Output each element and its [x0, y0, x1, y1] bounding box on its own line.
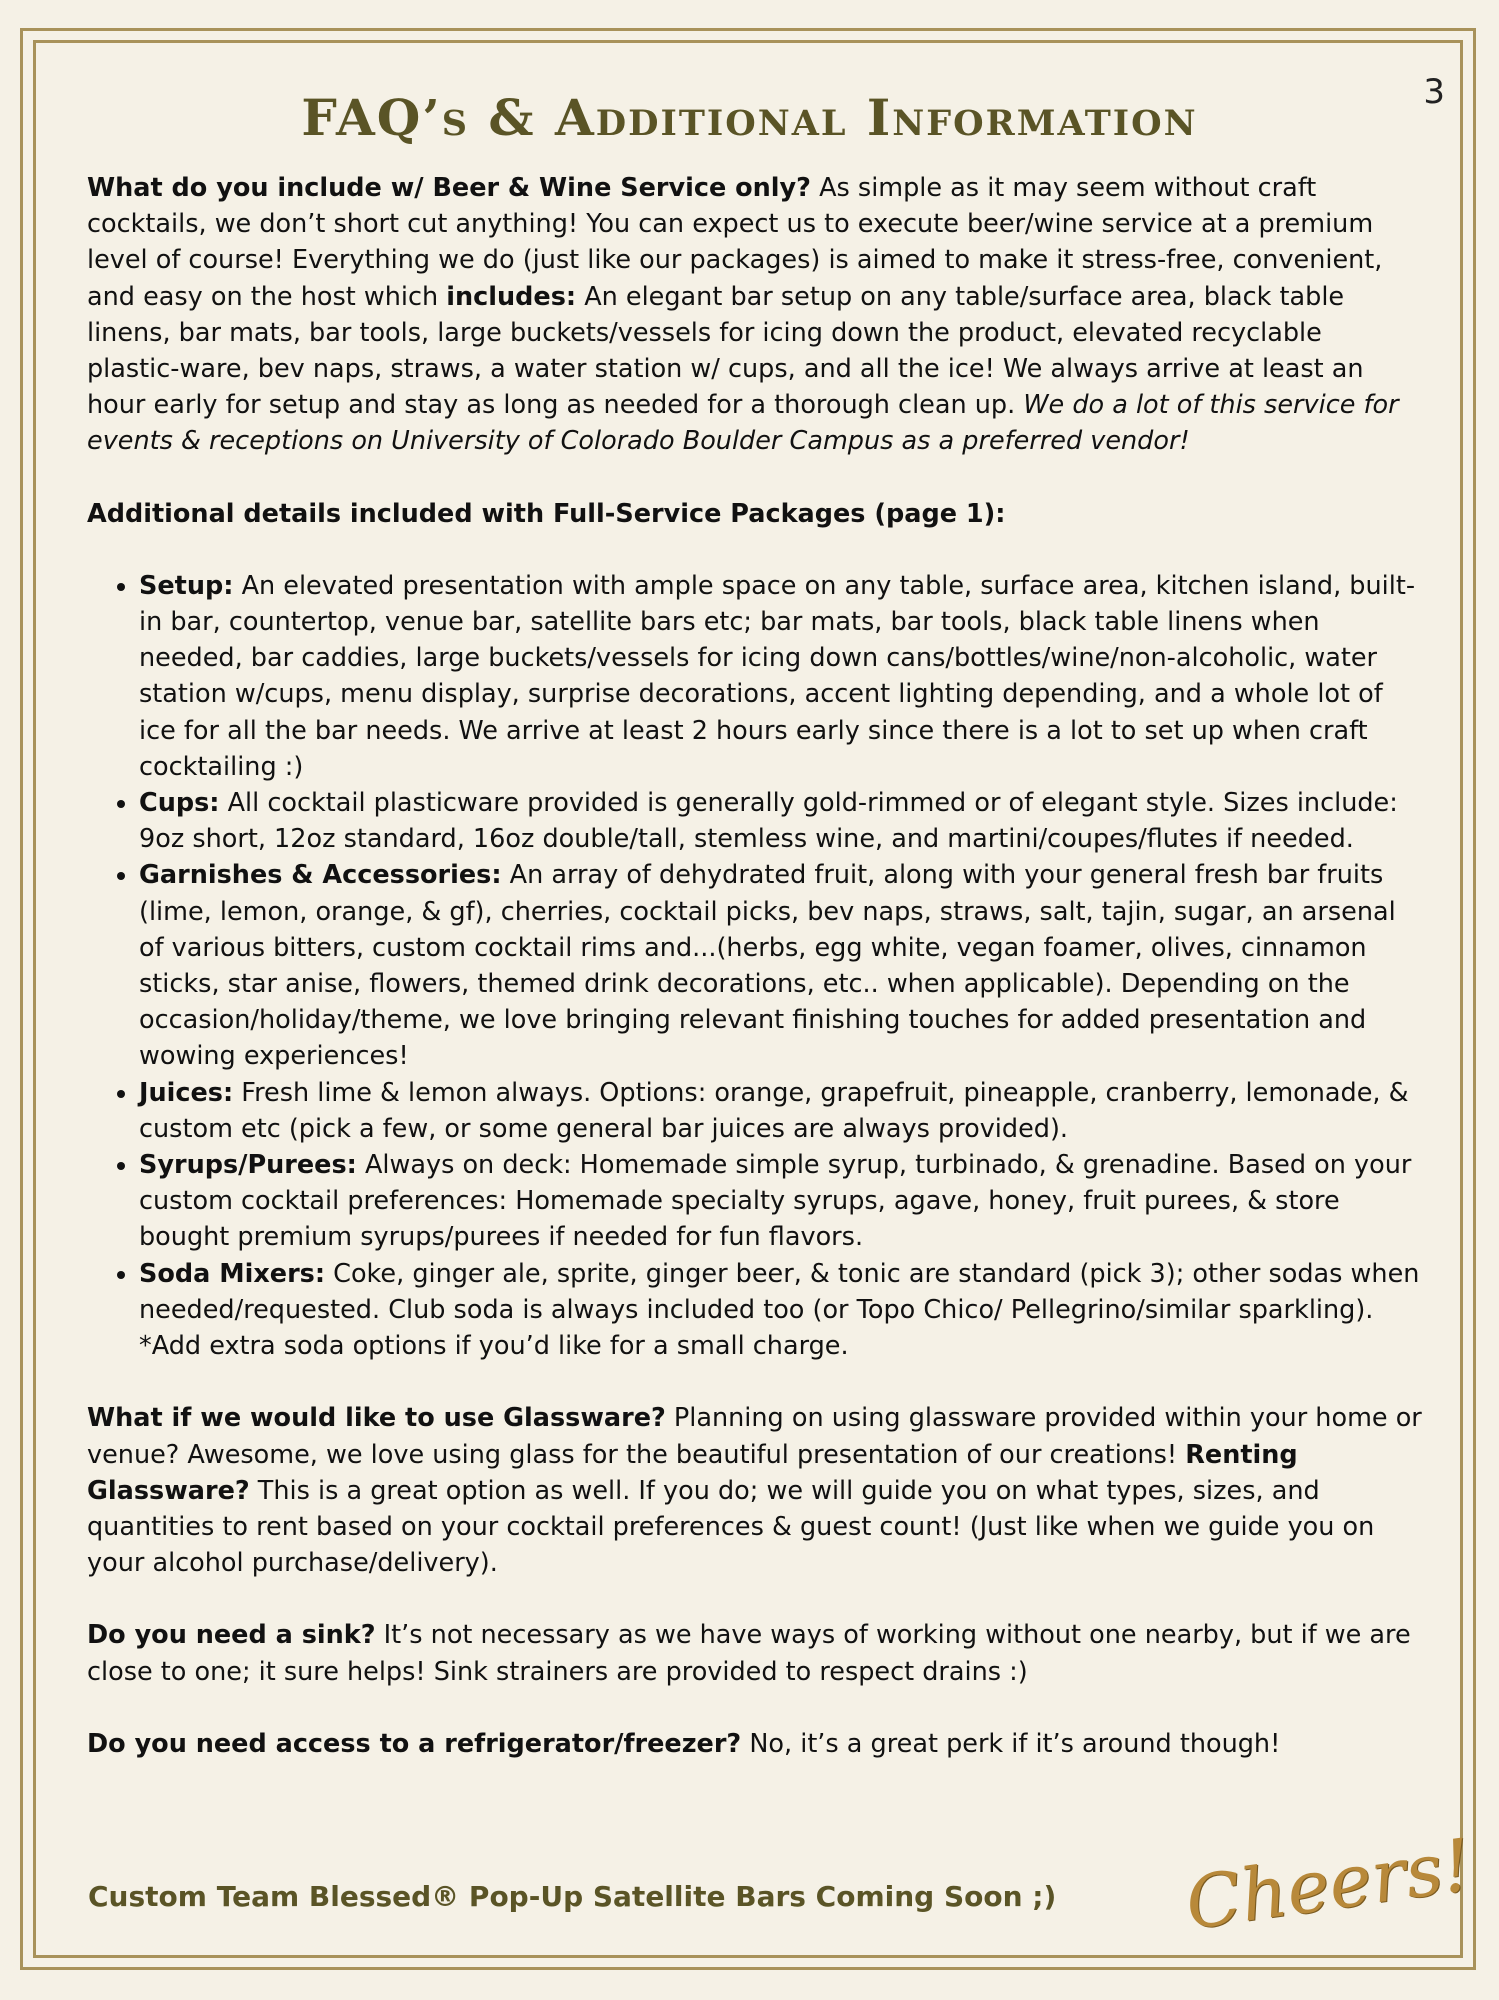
beer-wine-note: We do a lot of this service for events & receptions on University of Colorado Boulder Campus as a preferred vendor!	[87, 390, 1399, 457]
details-list	[87, 568, 1422, 1364]
sink-question: Do you need a sink?	[87, 1620, 376, 1651]
list-item-cups: • Cups: All cocktail plasticware provided is generally gold-rimmed or of elegant style. Sizes include: 9oz short, 12oz standard, 16oz double/tall, stemless wine, and martini/coupes/flutes if needed.	[139, 785, 1422, 857]
list-item-syrups: • Syrups/Purees: Always on deck: Homemade simple syrup, turbinado, & grenadine. Based on your custom cocktail preferences: Homemade specialty syrups, agave, honey, fruit purees, & store bought premium syrups/purees if needed for fun flavors.	[139, 1147, 1422, 1256]
fridge-question: Do you need access to a refrigerator/freezer?	[87, 1728, 742, 1759]
sink-faq: Do you need a sink? It’s not necessary as we have ways of working without one nearby, but if we are close to one; it sure helps! Sink strainers are provided to respect drains :)	[87, 1620, 1411, 1687]
page-title: FAQ’s & Additional Information	[301, 88, 1198, 147]
faq-content	[87, 170, 1422, 1762]
cheers-signature: Cheers!	[1180, 1822, 1477, 1946]
footer-announcement: Custom Team Blessed® Pop-Up Satellite Bars Coming Soon ;)	[88, 1880, 1057, 1913]
beer-wine-question: What do you include w/ Beer & Wine Service only?	[87, 173, 811, 203]
includes-label: includes:	[446, 281, 577, 312]
beer-wine-text-1: As simple as it may seem without craft cocktails, we don’t short cut anything! You can expect us to execute beer/wine service at a premium level of course! Everything we do (just like our packages) is aimed to make it stress-free, convenient, and easy on the host which	[87, 173, 1383, 312]
glassware-question: What if we would like to use Glassware?	[87, 1403, 666, 1434]
renting-label: Renting Glassware?	[87, 1439, 1298, 1506]
glassware-faq: What if we would like to use Glassware? Planning on using glassware provided within your home or venue? Awesome, we love using glass for the beautiful presentation of our creations! Renting Glassware? This is a great option as well. If you do; we will guide you on what types, sizes, and quantities to rent based on your cocktail preferences & guest count! (Just like when we guide you on your alcohol purchase/delivery).	[87, 1403, 1422, 1579]
beer-wine-faq	[87, 170, 1422, 460]
list-item-juices: • Juices: Fresh lime & lemon always. Options: orange, grapefruit, pineapple, cranberry, lemonade, & custom etc (pick a few, or some general bar juices are always provided).	[139, 1075, 1422, 1147]
page-number: 3	[1423, 72, 1445, 112]
list-item-sodas: • Soda Mixers: Coke, ginger ale, sprite, ginger beer, & tonic are standard (pick 3); other sodas when needed/requested. Club soda is always included too (or Topo Chico/ Pellegrino/similar sparkling). *Add extra soda options if you’d like for a small charge.	[139, 1256, 1422, 1365]
list-item-garnishes: • Garnishes & Accessories: An array of dehydrated fruit, along with your general fresh bar fruits (lime, lemon, orange, & gf), cherries, cocktail picks, bev naps, straws, salt, tajin, sugar, an arsenal of various bitters, custom cocktail rims and...(herbs, egg white, vegan foamer, olives, cinnamon sticks, star anise, flowers, themed drink decorations, etc.. when applicable). Depending on the occasion/holiday/theme, we love bringing relevant finishing touches for added presentation and wowing experiences!	[139, 857, 1422, 1074]
list-item-setup: • Setup: An elevated presentation with ample space on any table, surface area, kitchen island, built-in bar, countertop, venue bar, satellite bars etc; bar mats, bar tools, black table linens when needed, bar caddies, large buckets/vessels for icing down cans/bottles/wine/non-alcoholic, water station w/cups, menu display, surprise decorations, accent lighting depending, and a whole lot of ice for all the bar needs. We arrive at least 2 hours early since there is a lot to set up when craft cocktailing :)	[139, 568, 1422, 785]
details-heading: Additional details included with Full-Service Packages (page 1):	[87, 498, 1006, 529]
fridge-faq: Do you need access to a refrigerator/freezer? No, it’s a great perk if it’s around though!	[87, 1728, 1281, 1759]
beer-wine-text-2: An elegant bar setup on any table/surface area, black table linens, bar mats, bar tools, large buckets/vessels for icing down the product, elevated recyclable plastic-ware, bev naps, straws, a water station w/ cups, and all the ice! We always arrive at least an hour early for setup and stay as long as needed for a thorough clean up.	[87, 281, 1364, 421]
